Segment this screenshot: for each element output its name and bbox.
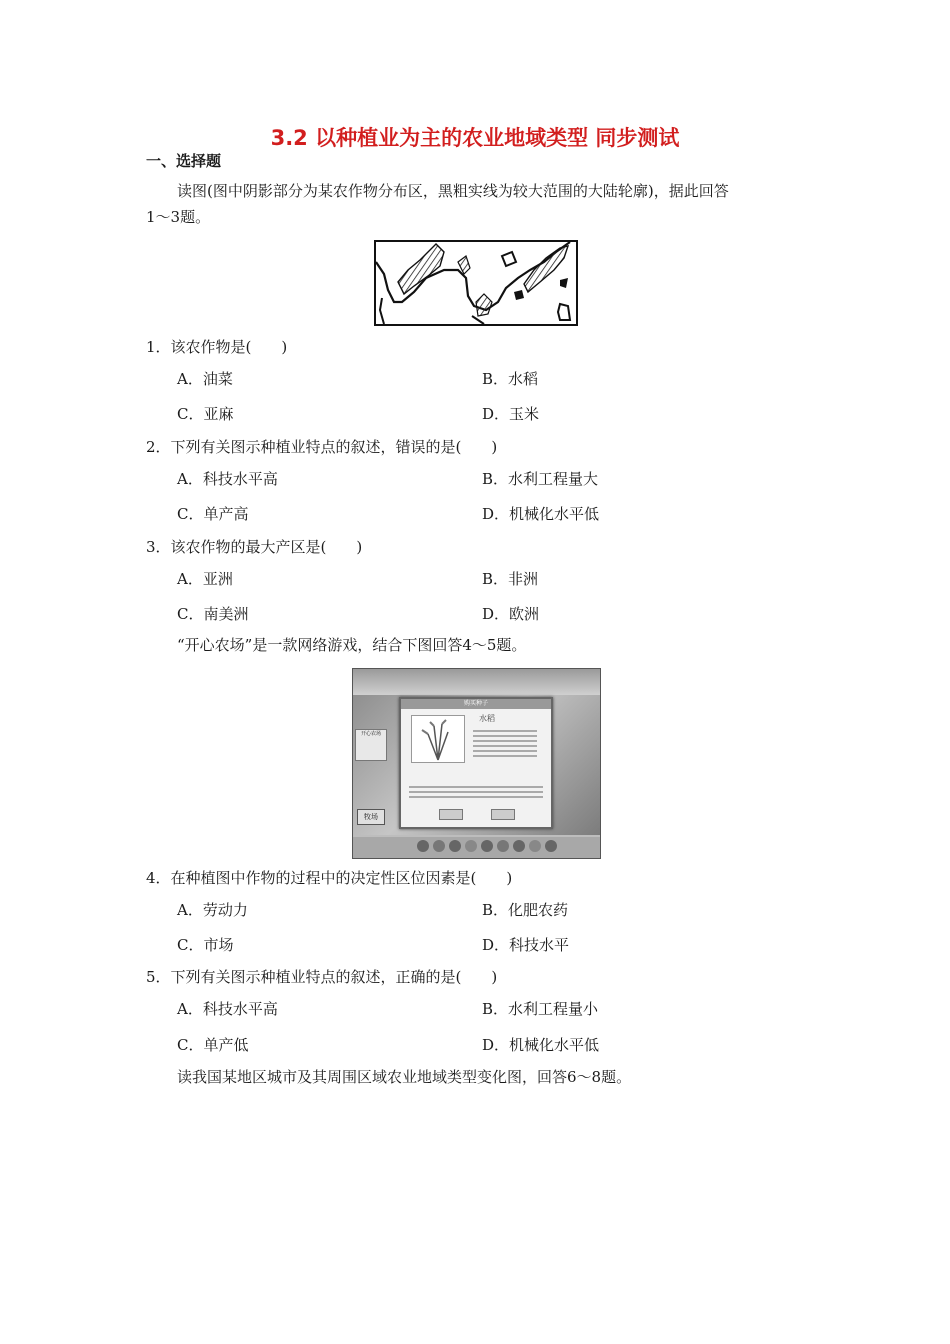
q1-option-a: A．油菜 <box>177 370 233 388</box>
q5-option-d: D．机械化水平低 <box>482 1036 600 1054</box>
intro-paragraph-1-cont: 1～3题。 <box>146 208 211 226</box>
question-2: 2．下列有关图示种植业特点的叙述，错误的是( ) <box>146 438 498 456</box>
section-heading: 一、选择题 <box>146 152 222 170</box>
q2-option-a: A．科技水平高 <box>177 470 278 488</box>
question-3: 3．该农作物的最大产区是( ) <box>146 538 363 556</box>
tool-icon[interactable] <box>449 840 461 852</box>
crop-info-lines <box>473 727 537 767</box>
tool-icon[interactable] <box>481 840 493 852</box>
q4-option-c: C．市场 <box>177 936 234 954</box>
rice-plant-image <box>411 715 465 763</box>
q5-option-a: A．科技水平高 <box>177 1000 278 1018</box>
q4-option-d: D．科技水平 <box>482 936 570 954</box>
question-5: 5．下列有关图示种植业特点的叙述，正确的是( ) <box>146 968 498 986</box>
q3-option-c: C．南美洲 <box>177 605 249 623</box>
q5-option-b: B．水利工程量小 <box>482 1000 599 1018</box>
dialog-title: 购买种子 <box>401 699 551 709</box>
q3-option-d: D．欧洲 <box>482 605 540 623</box>
tool-icon[interactable] <box>465 840 477 852</box>
game-top-bar <box>353 669 600 695</box>
q3-option-a: A．亚洲 <box>177 570 233 588</box>
tool-icon[interactable] <box>545 840 557 852</box>
side-sign: 开心农场 <box>355 729 387 761</box>
rice-plant-icon <box>412 716 464 762</box>
q2-option-d: D．机械化水平低 <box>482 505 600 523</box>
crop-name: 水稻 <box>479 714 495 723</box>
q4-option-a: A．劳动力 <box>177 901 248 919</box>
page-title: 3.2 以种植业为主的农业地域类型 同步测试 <box>270 126 680 150</box>
game-toolbar <box>353 837 600 858</box>
intro-paragraph-2: “开心农场”是一款网络游戏，结合下图回答4～5题。 <box>177 636 527 654</box>
tool-icon[interactable] <box>433 840 445 852</box>
crop-description-lines <box>409 783 543 803</box>
farm-game-figure <box>352 668 601 859</box>
buy-seeds-dialog <box>399 697 553 829</box>
q4-option-b: B．化肥农药 <box>482 901 569 919</box>
q5-option-c: C．单产低 <box>177 1036 249 1054</box>
tool-icon[interactable] <box>497 840 509 852</box>
distribution-map-figure <box>374 240 578 330</box>
tool-icon[interactable] <box>513 840 525 852</box>
buy-button[interactable] <box>439 809 463 820</box>
q1-option-d: D．玉米 <box>482 405 540 423</box>
tool-icon[interactable] <box>417 840 429 852</box>
q1-option-b: B．水稻 <box>482 370 539 388</box>
pasture-button: 牧场 <box>357 809 385 825</box>
question-1: 1．该农作物是( ) <box>146 338 288 356</box>
q3-option-b: B．非洲 <box>482 570 539 588</box>
cancel-button[interactable] <box>491 809 515 820</box>
q1-option-c: C．亚麻 <box>177 405 234 423</box>
tool-icon[interactable] <box>529 840 541 852</box>
distribution-map <box>374 240 578 326</box>
q2-option-b: B．水利工程量大 <box>482 470 599 488</box>
question-4: 4．在种植图中作物的过程中的决定性区位因素是( ) <box>146 869 513 887</box>
intro-paragraph-3: 读我国某地区城市及其周围区域农业地域类型变化图，回答6～8题。 <box>177 1068 632 1086</box>
q2-option-c: C．单产高 <box>177 505 249 523</box>
intro-paragraph-1: 读图(图中阴影部分为某农作物分布区，黑粗实线为较大范围的大陆轮廓)，据此回答 <box>177 182 729 200</box>
